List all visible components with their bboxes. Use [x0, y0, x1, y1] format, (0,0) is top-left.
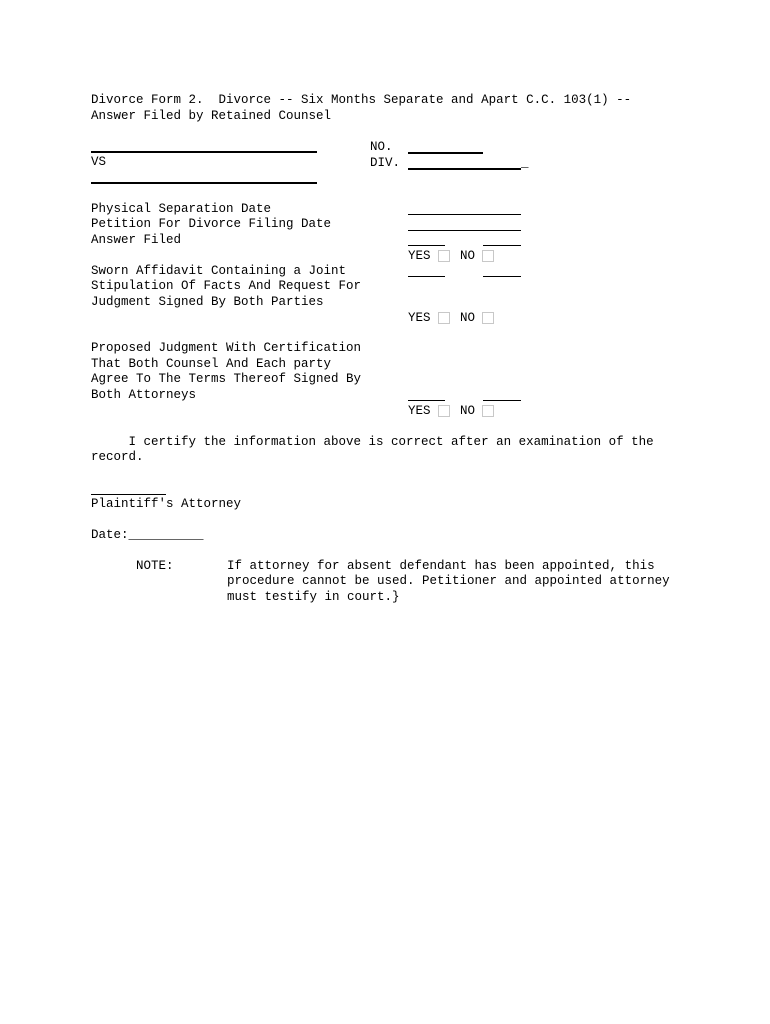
physical-separation-label: Physical Separation Date: [91, 202, 272, 216]
form-title-line-2: Answer Filed by Retained Counsel: [91, 109, 332, 123]
vs-label: VS: [91, 155, 107, 169]
division-label: DIV.: [370, 156, 401, 170]
petition-filing-date-field[interactable]: [408, 230, 521, 231]
plaintiff-name-line[interactable]: [91, 151, 317, 153]
note-line-1: If attorney for absent defendant has been appointed, this: [227, 559, 655, 573]
answer-filed-no-checkbox[interactable]: [482, 250, 494, 262]
answer-filed-label: Answer Filed: [91, 233, 182, 247]
answer-filed-yes-label: YES: [408, 249, 431, 263]
affidavit-yes-blank[interactable]: [408, 276, 445, 277]
answer-filed-no-blank[interactable]: [483, 245, 521, 246]
proposed-judgment-label-line-4: Both Attorneys: [91, 388, 197, 402]
affidavit-no-checkbox[interactable]: [482, 312, 494, 324]
proposed-judgment-label-line-2: That Both Counsel And Each party: [91, 357, 332, 371]
petition-filing-label: Petition For Divorce Filing Date: [91, 217, 332, 231]
proposed-judgment-yes-checkbox[interactable]: [438, 405, 450, 417]
proposed-judgment-label-line-3: Agree To The Terms Thereof Signed By: [91, 372, 362, 386]
note-line-2: procedure cannot be used. Petitioner and appointed attorney: [227, 574, 670, 588]
proposed-judgment-no-checkbox[interactable]: [482, 405, 494, 417]
answer-filed-yes-checkbox[interactable]: [438, 250, 450, 262]
proposed-judgment-yes-label: YES: [408, 404, 431, 418]
affidavit-no-blank[interactable]: [483, 276, 521, 277]
case-number-label: NO.: [370, 140, 393, 154]
certification-line-2: record.: [91, 450, 144, 464]
case-number-field[interactable]: [408, 152, 483, 154]
note-label: NOTE:: [136, 559, 174, 573]
proposed-judgment-yes-blank[interactable]: [408, 400, 445, 401]
division-trailing-underscore: _: [521, 156, 529, 170]
division-field[interactable]: [408, 168, 521, 170]
defendant-name-line[interactable]: [91, 182, 317, 184]
affidavit-yes-label: YES: [408, 311, 431, 325]
certification-line-1: I certify the information above is correct after an examination of the: [91, 435, 654, 449]
affidavit-label-line-2: Stipulation Of Facts And Request For: [91, 279, 362, 293]
date-field[interactable]: Date:__________: [91, 528, 204, 542]
attorney-signature-line[interactable]: [91, 494, 166, 495]
note-line-3: must testify in court.}: [227, 590, 400, 604]
physical-separation-date-field[interactable]: [408, 214, 521, 215]
form-title-line-1: Divorce Form 2. Divorce -- Six Months Separate and Apart C.C. 103(1) --: [91, 93, 632, 107]
answer-filed-yes-blank[interactable]: [408, 245, 445, 246]
proposed-judgment-no-blank[interactable]: [483, 400, 521, 401]
affidavit-no-label: NO: [460, 311, 476, 325]
answer-filed-no-label: NO: [460, 249, 476, 263]
proposed-judgment-label-line-1: Proposed Judgment With Certification: [91, 341, 362, 355]
affidavit-yes-checkbox[interactable]: [438, 312, 450, 324]
affidavit-label-line-3: Judgment Signed By Both Parties: [91, 295, 324, 309]
proposed-judgment-no-label: NO: [460, 404, 476, 418]
affidavit-label-line-1: Sworn Affidavit Containing a Joint: [91, 264, 347, 278]
plaintiffs-attorney-label: Plaintiff's Attorney: [91, 497, 242, 511]
